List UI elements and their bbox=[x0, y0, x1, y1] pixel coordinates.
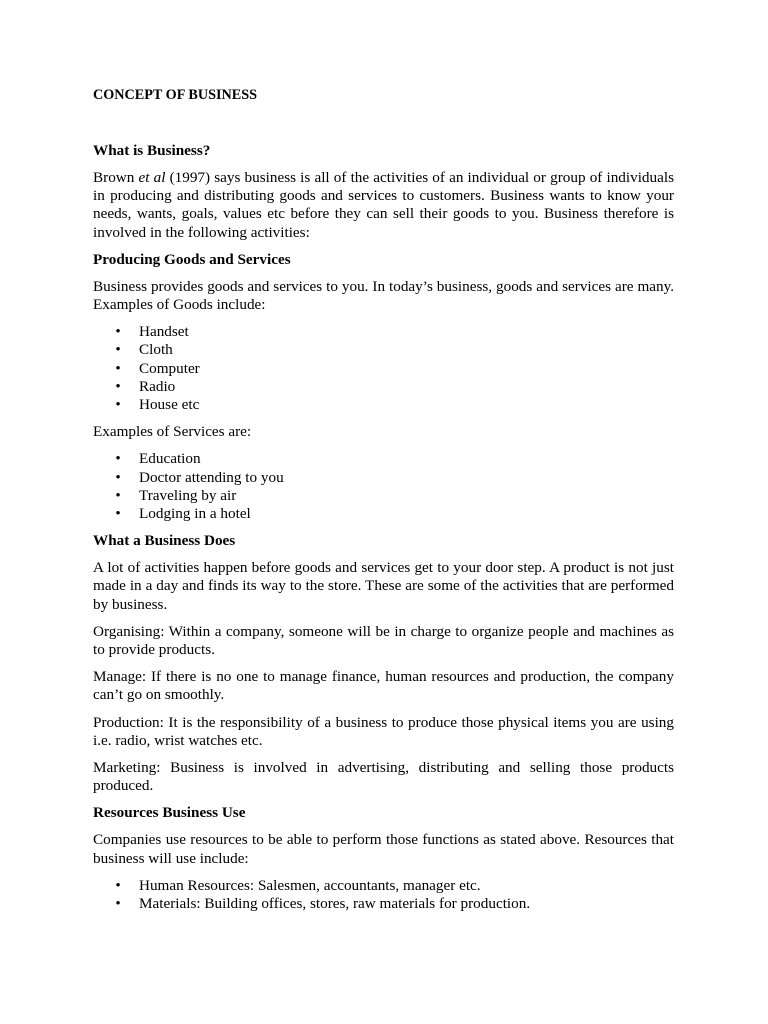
list-item bbox=[93, 487, 674, 505]
list-item bbox=[93, 360, 674, 378]
paragraph-services-intro: Examples of Services are: bbox=[93, 423, 252, 441]
paragraph-what-business-does: A lot of activities happen before goods and services get to your door step. A product is not just made in a day and finds its way to the store. These are some of the activities that are performed by business. bbox=[93, 559, 674, 613]
bullet-icon: • bbox=[115, 876, 121, 894]
list-item bbox=[93, 396, 674, 414]
list-item-text: Materials: Building offices, stores, raw materials for production. bbox=[139, 895, 531, 913]
bullet-icon: • bbox=[115, 359, 121, 377]
paragraph-resources: Companies use resources to be able to perform those functions as stated above. Resources that business will use include: bbox=[93, 831, 674, 867]
list-item-text: House etc bbox=[139, 396, 200, 414]
bullet-icon: • bbox=[115, 468, 121, 486]
bullet-icon: • bbox=[115, 341, 121, 359]
paragraph-producing-goods: Business provides goods and services to you. In today’s business, goods and services are many. Examples of Goods include: bbox=[93, 277, 674, 314]
heading-what-business-does: What a Business Does bbox=[93, 532, 236, 550]
paragraph-production: Production: It is the responsibility of a business to produce those physical items you are using i.e. radio, wrist watches etc. bbox=[93, 713, 674, 749]
list-item bbox=[93, 450, 674, 468]
document-title: CONCEPT OF BUSINESS bbox=[93, 87, 257, 103]
bullet-icon: • bbox=[115, 895, 121, 913]
heading-producing-goods: Producing Goods and Services bbox=[93, 250, 291, 268]
list-item bbox=[93, 341, 674, 359]
list-item-text: Human Resources: Salesmen, accountants, manager etc. bbox=[139, 876, 481, 894]
services-list bbox=[93, 450, 674, 523]
goods-list bbox=[93, 323, 674, 414]
list-item bbox=[93, 505, 674, 523]
paragraph-manage: Manage: If there is no one to manage finance, human resources and production, the company can’t go on smoothly. bbox=[93, 668, 674, 704]
list-item-text: Radio bbox=[139, 377, 176, 395]
bullet-icon: • bbox=[115, 505, 121, 523]
et-al-text: et al bbox=[138, 169, 166, 186]
bullet-icon: • bbox=[115, 450, 121, 468]
paragraph-what-is-business bbox=[93, 169, 674, 242]
list-item-text: Handset bbox=[139, 323, 189, 341]
list-item bbox=[93, 378, 674, 396]
paragraph-rest-text: (1997) says business is all of the activities of an individual or group of individuals in producing and distributing goods and services to customers. Business wants to know your needs, wants, goals, values etc before they can sell their goods to you. Business therefore is involved in the following activities: bbox=[93, 169, 674, 241]
list-item-text: Lodging in a hotel bbox=[139, 505, 251, 523]
paragraph-organising: Organising: Within a company, someone will be in charge to organize people and machines as to provide products. bbox=[93, 622, 674, 659]
paragraph-marketing: Marketing: Business is involved in advertising, distributing and selling those products produced. bbox=[93, 759, 674, 795]
list-item-text: Traveling by air bbox=[139, 486, 237, 504]
document-page bbox=[93, 86, 674, 913]
resources-list bbox=[93, 877, 674, 913]
bullet-icon: • bbox=[115, 323, 121, 341]
list-item-text: Computer bbox=[139, 359, 200, 377]
list-item-text: Education bbox=[139, 450, 201, 468]
author-text: Brown bbox=[93, 169, 139, 186]
bullet-icon: • bbox=[115, 486, 121, 504]
list-item bbox=[93, 895, 674, 913]
bullet-icon: • bbox=[115, 377, 121, 395]
bullet-icon: • bbox=[115, 396, 121, 414]
list-item bbox=[93, 469, 674, 487]
list-item-text: Cloth bbox=[139, 341, 173, 359]
list-item-text: Doctor attending to you bbox=[139, 468, 284, 486]
list-item bbox=[93, 877, 674, 895]
heading-resources-business-use: Resources Business Use bbox=[93, 804, 246, 822]
list-item bbox=[93, 323, 674, 341]
heading-what-is-business: What is Business? bbox=[93, 142, 211, 159]
